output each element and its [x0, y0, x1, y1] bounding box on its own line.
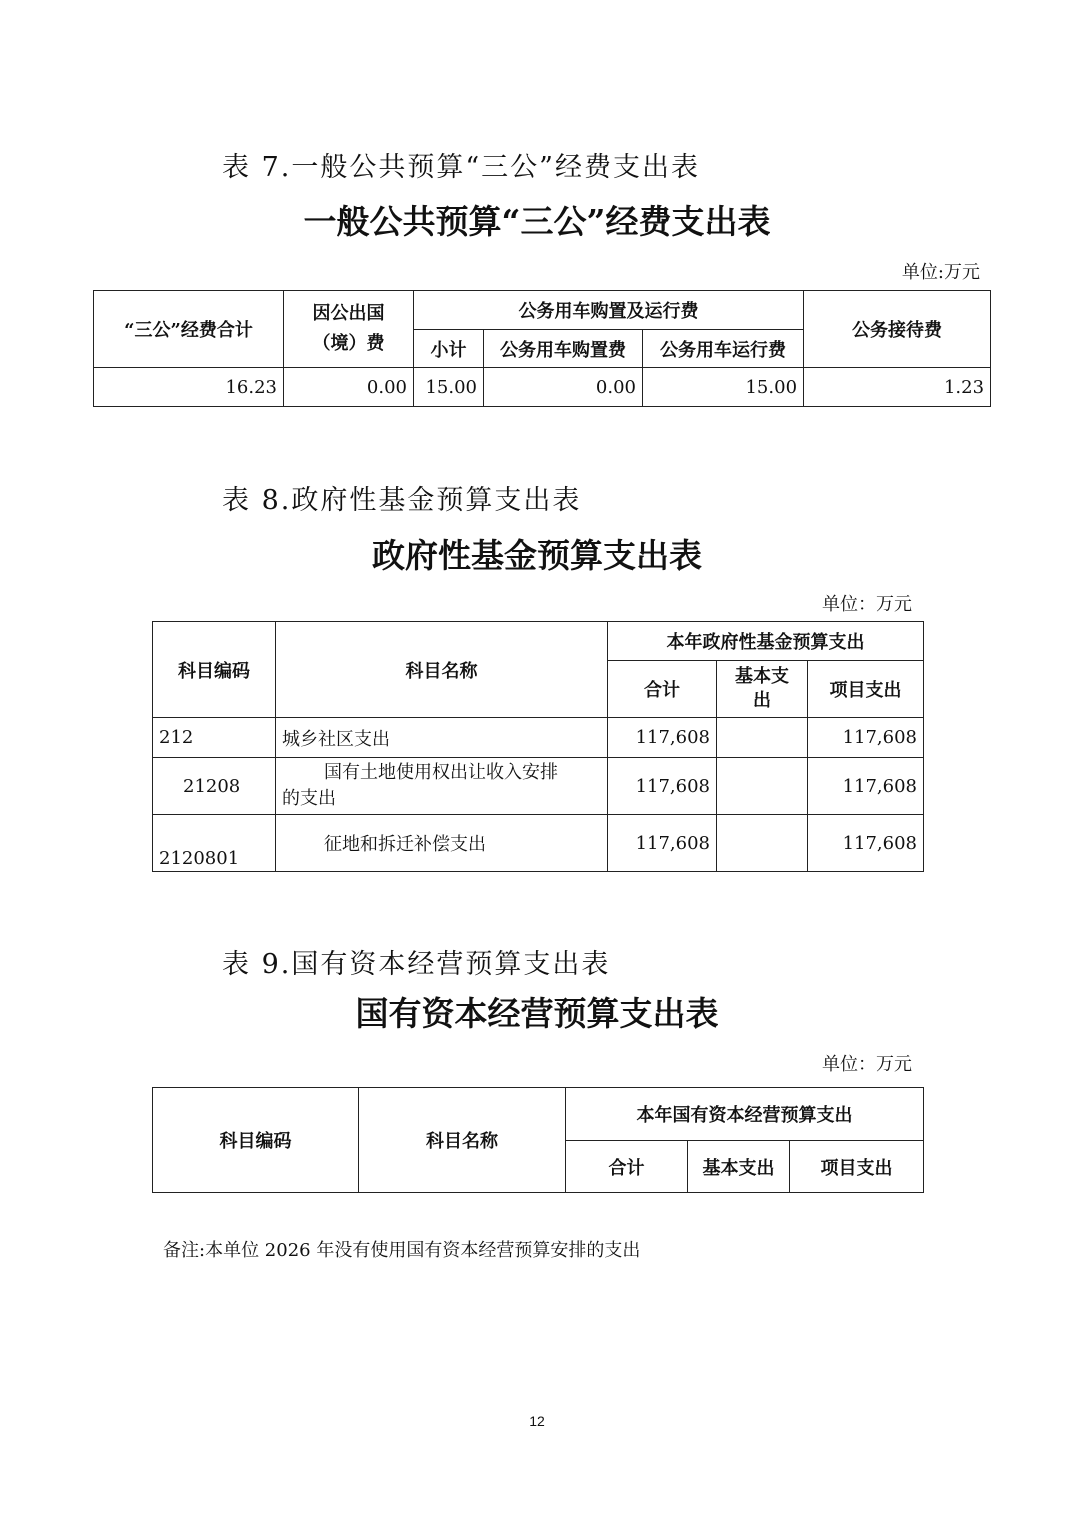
header-group: 本年政府性基金预算支出 [608, 622, 924, 661]
header-name: 科目名称 [276, 622, 608, 718]
cell-name-line2: 的支出 [282, 788, 336, 809]
header-subtotal: 小计 [414, 330, 484, 368]
cell-name [276, 758, 608, 815]
header-project: 项目支出 [808, 661, 924, 718]
header-total: 合计 [608, 661, 717, 718]
table7-title: 一般公共预算“三公”经费支出表 [303, 202, 771, 241]
header-basic-line2: 出 [753, 690, 771, 711]
table8 [152, 621, 924, 872]
cell-total: 16.23 [94, 368, 284, 407]
cell-code: 212 [153, 718, 276, 758]
table9 [152, 1087, 924, 1193]
cell-name: 征地和拆迁补偿支出 [276, 815, 608, 872]
header-purchase: 公务用车购置费 [484, 330, 643, 368]
cell-code: 2120801 [153, 815, 276, 872]
cell-name: 城乡社区支出 [276, 718, 608, 758]
cell-total: 117,608 [608, 758, 717, 815]
header-group: 本年国有资本经营预算支出 [566, 1088, 924, 1141]
cell-operation: 15.00 [643, 368, 804, 407]
table9-unit: 单位：万元 [822, 1054, 912, 1075]
header-total: “三公”经费合计 [94, 291, 284, 368]
table-row [153, 758, 924, 815]
table8-unit: 单位：万元 [822, 594, 912, 615]
header-code: 科目编码 [153, 1088, 359, 1193]
table-row [94, 368, 991, 407]
header-name: 科目名称 [359, 1088, 566, 1193]
table-row [153, 815, 924, 872]
cell-reception: 1.23 [804, 368, 991, 407]
header-abroad-line1: 因公出国 [312, 303, 385, 324]
cell-purchase: 0.00 [484, 368, 643, 407]
header-reception: 公务接待费 [804, 291, 991, 368]
cell-total: 117,608 [608, 718, 717, 758]
cell-project: 117,608 [808, 718, 924, 758]
cell-name-line1: 国有土地使用权出让收入安排 [324, 762, 558, 783]
header-vehicle-group: 公务用车购置及运行费 [414, 291, 804, 330]
header-code: 科目编码 [153, 622, 276, 718]
cell-project: 117,608 [808, 815, 924, 872]
table7-caption: 表 7.一般公共预算“三公”经费支出表 [222, 152, 700, 183]
cell-subtotal: 15.00 [414, 368, 484, 407]
cell-basic [717, 718, 808, 758]
table7 [93, 290, 991, 407]
footnote: 备注:本单位 2026 年没有使用国有资本经营预算安排的支出 [163, 1240, 641, 1261]
header-total: 合计 [566, 1141, 688, 1193]
table8-caption: 表 8.政府性基金预算支出表 [222, 485, 582, 516]
table9-title: 国有资本经营预算支出表 [355, 994, 719, 1033]
table-row [153, 718, 924, 758]
table7-unit: 单位:万元 [901, 262, 980, 283]
table8-title: 政府性基金预算支出表 [372, 536, 702, 575]
cell-project: 117,608 [808, 758, 924, 815]
header-basic [717, 661, 808, 718]
cell-abroad: 0.00 [284, 368, 414, 407]
cell-basic [717, 758, 808, 815]
table9-caption: 表 9.国有资本经营预算支出表 [222, 949, 611, 980]
page-number: 12 [529, 1413, 545, 1429]
header-operation: 公务用车运行费 [643, 330, 804, 368]
header-project: 项目支出 [790, 1141, 924, 1193]
header-abroad-line2: （境）费 [312, 333, 385, 354]
cell-code: 21208 [153, 758, 276, 815]
header-basic-line1: 基本支 [735, 666, 789, 687]
header-abroad [284, 291, 414, 368]
cell-basic [717, 815, 808, 872]
cell-total: 117,608 [608, 815, 717, 872]
header-basic: 基本支出 [688, 1141, 790, 1193]
